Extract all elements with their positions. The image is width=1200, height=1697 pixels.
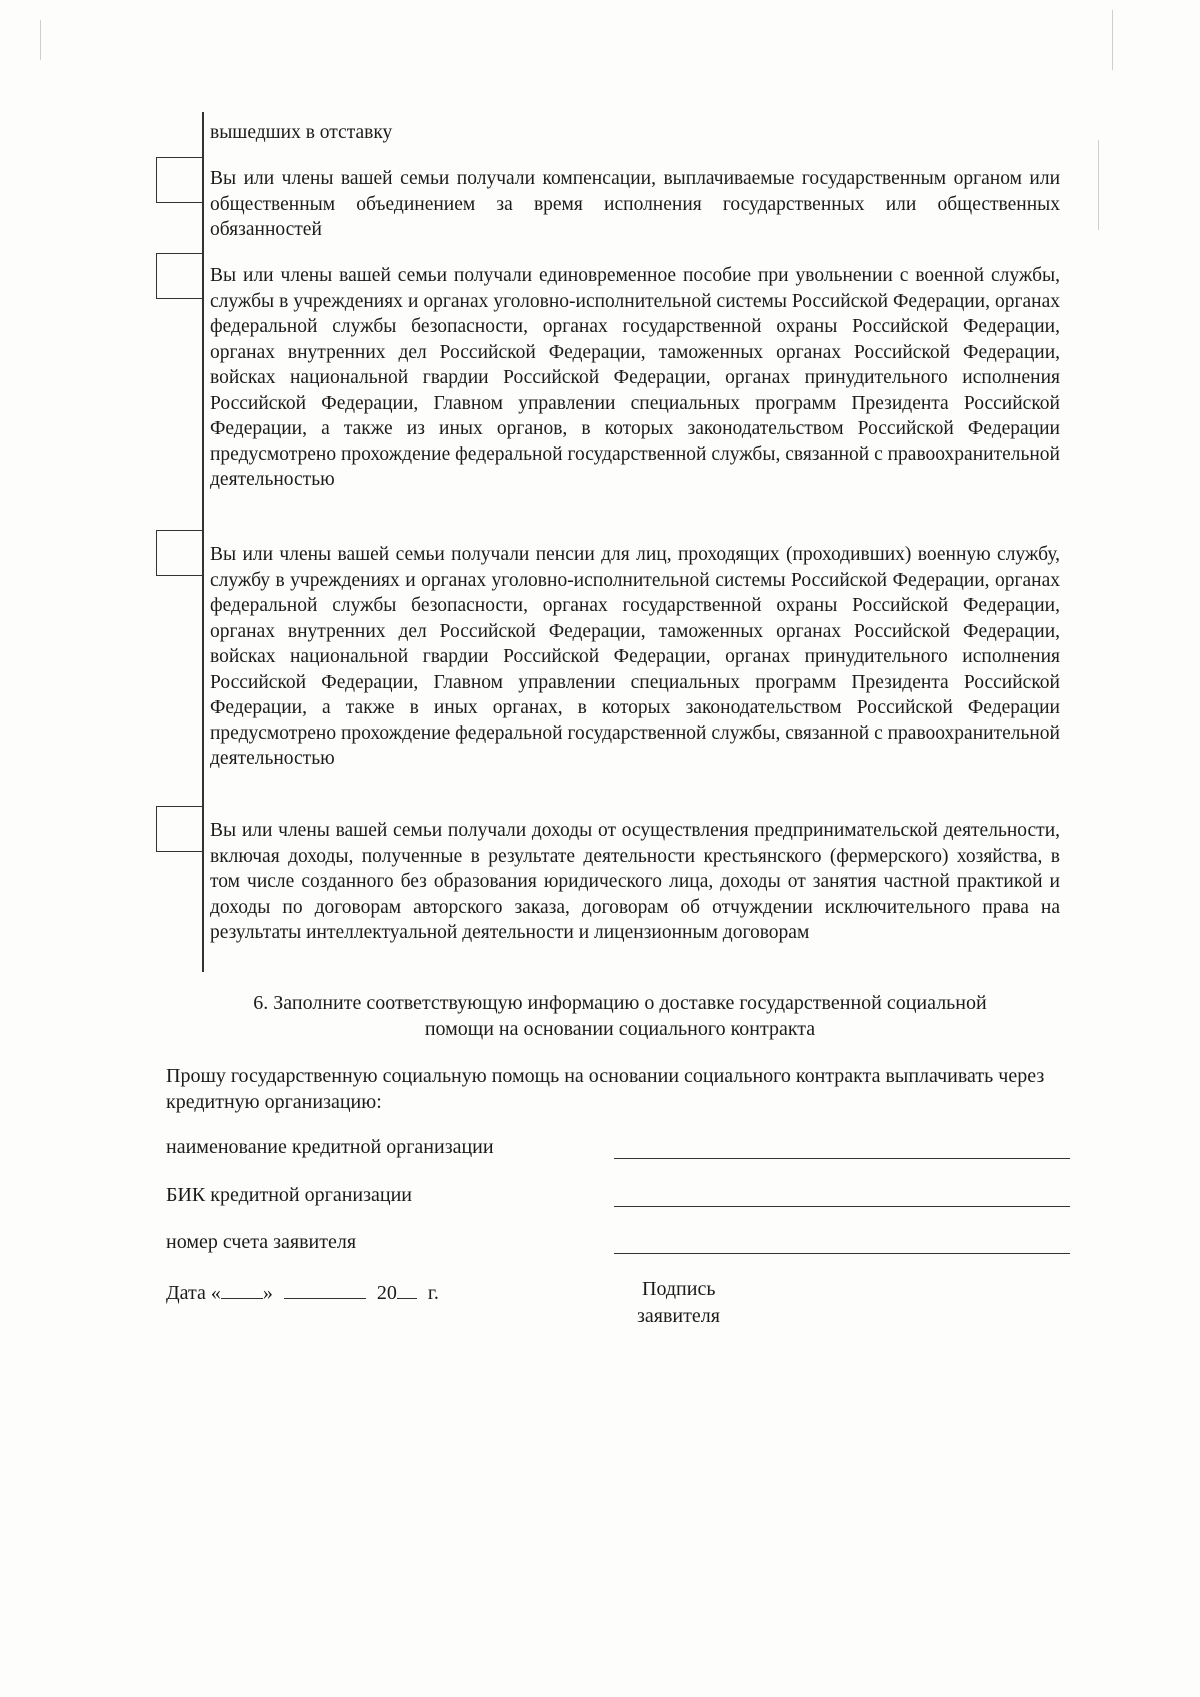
checklist-vertical-rule [202,112,204,972]
scan-artifact [1098,140,1099,230]
checkbox-one-time-allowance[interactable] [156,253,202,299]
date-day-blank[interactable] [221,1280,263,1299]
item-compensation-text: Вы или члены вашей семьи получали компенсации, выплачиваемые государственным органом или общественным объединением за время исполнения государственных или общественных обязанностей [210,168,1060,240]
section-6-heading [180,990,1060,1042]
item-pensions-text: Вы или члены вашей семьи получали пенсии для лиц, проходящих (проходивших) военную службу, службу в учреждениях и органах уголовно-исполнительной системы Российской Федерации, органах федеральной службы безопасности, органах государственной охраны Российской Федерации, органах внутренних дел Российской Федерации, таможенных органах Российской Федерации, войсках национальной гвардии Российской Федерации, органах принудительного исполнения Российской Федерации, Главном управлении специальных программ Президента Российской Федерации, а также в иных органах, в которых законодательством Российской Федерации предусмотрено прохождение федеральной государственной службы, связанной с правоохранительной деятельностью [210,544,1060,769]
date-year-blank[interactable] [397,1280,417,1299]
scan-artifact [1112,10,1113,70]
bank-name-input[interactable] [614,1158,1070,1159]
item-one-time-allowance-text: Вы или члены вашей семьи получали единовременное пособие при увольнении с военной службы, службы в учреждениях и органах уголовно-исполнительной системы Российской Федерации, органах федеральной службы безопасности, органах государственной охраны Российской Федерации, органах внутренних дел Российской Федерации, таможенных органах Российской Федерации, войсках национальной гвардии Российской Федерации, органах принудительного исполнения Российской Федерации, Главном управлении специальных программ Президента Российской Федерации, а также из иных органов, в которых законодательством Российской Федерации предусмотрено прохождение федеральной государственной службы, связанной с правоохранительной деятельностью [210,265,1060,490]
checkbox-pensions[interactable] [156,530,202,576]
bik-label: БИК кредитной организации [166,1184,412,1206]
request-paragraph: Прошу государственную социальную помощь на основании социального контракта выплачивать через кредитную организацию: [166,1065,1045,1113]
scan-artifact [40,20,41,60]
checkbox-compensation[interactable] [156,157,202,203]
bik-input[interactable] [614,1206,1070,1207]
bank-name-label: наименование кредитной организации [166,1136,494,1158]
item-continuation-text: вышедших в отставку [210,122,393,143]
checkbox-business-income[interactable] [156,806,202,852]
date-suffix: г. [427,1282,439,1304]
section-6-heading-line-2: помощи на основании социального контракта [424,1018,816,1040]
date-month-blank[interactable] [284,1280,366,1299]
account-number-label: номер счета заявителя [166,1231,357,1253]
section-6-heading-line-1: 6. Заполните соответствующую информацию о доставке государственной социальной [253,992,987,1014]
date-year-prefix: 20 [376,1282,397,1304]
date-line [166,1280,439,1306]
signature-label-line-1: Подпись [642,1278,716,1300]
signature-label-line-2: заявителя [637,1305,720,1327]
account-number-input[interactable] [614,1253,1070,1254]
signature-block[interactable] [637,1276,720,1330]
date-prefix: Дата « [166,1282,221,1304]
item-business-income-text: Вы или члены вашей семьи получали доходы от осуществления предпринимательской деятельности, включая доходы, полученные в результате деятельности крестьянского (фермерского) хозяйства, в том числе созданного без образования юридического лица, доходы от занятия частной практикой и доходы по договорам авторского заказа, договорам об отчуждении исключительного права на результаты интеллектуальной деятельности и лицензионным договорам [210,820,1060,943]
date-quote-close: » [262,1282,273,1304]
